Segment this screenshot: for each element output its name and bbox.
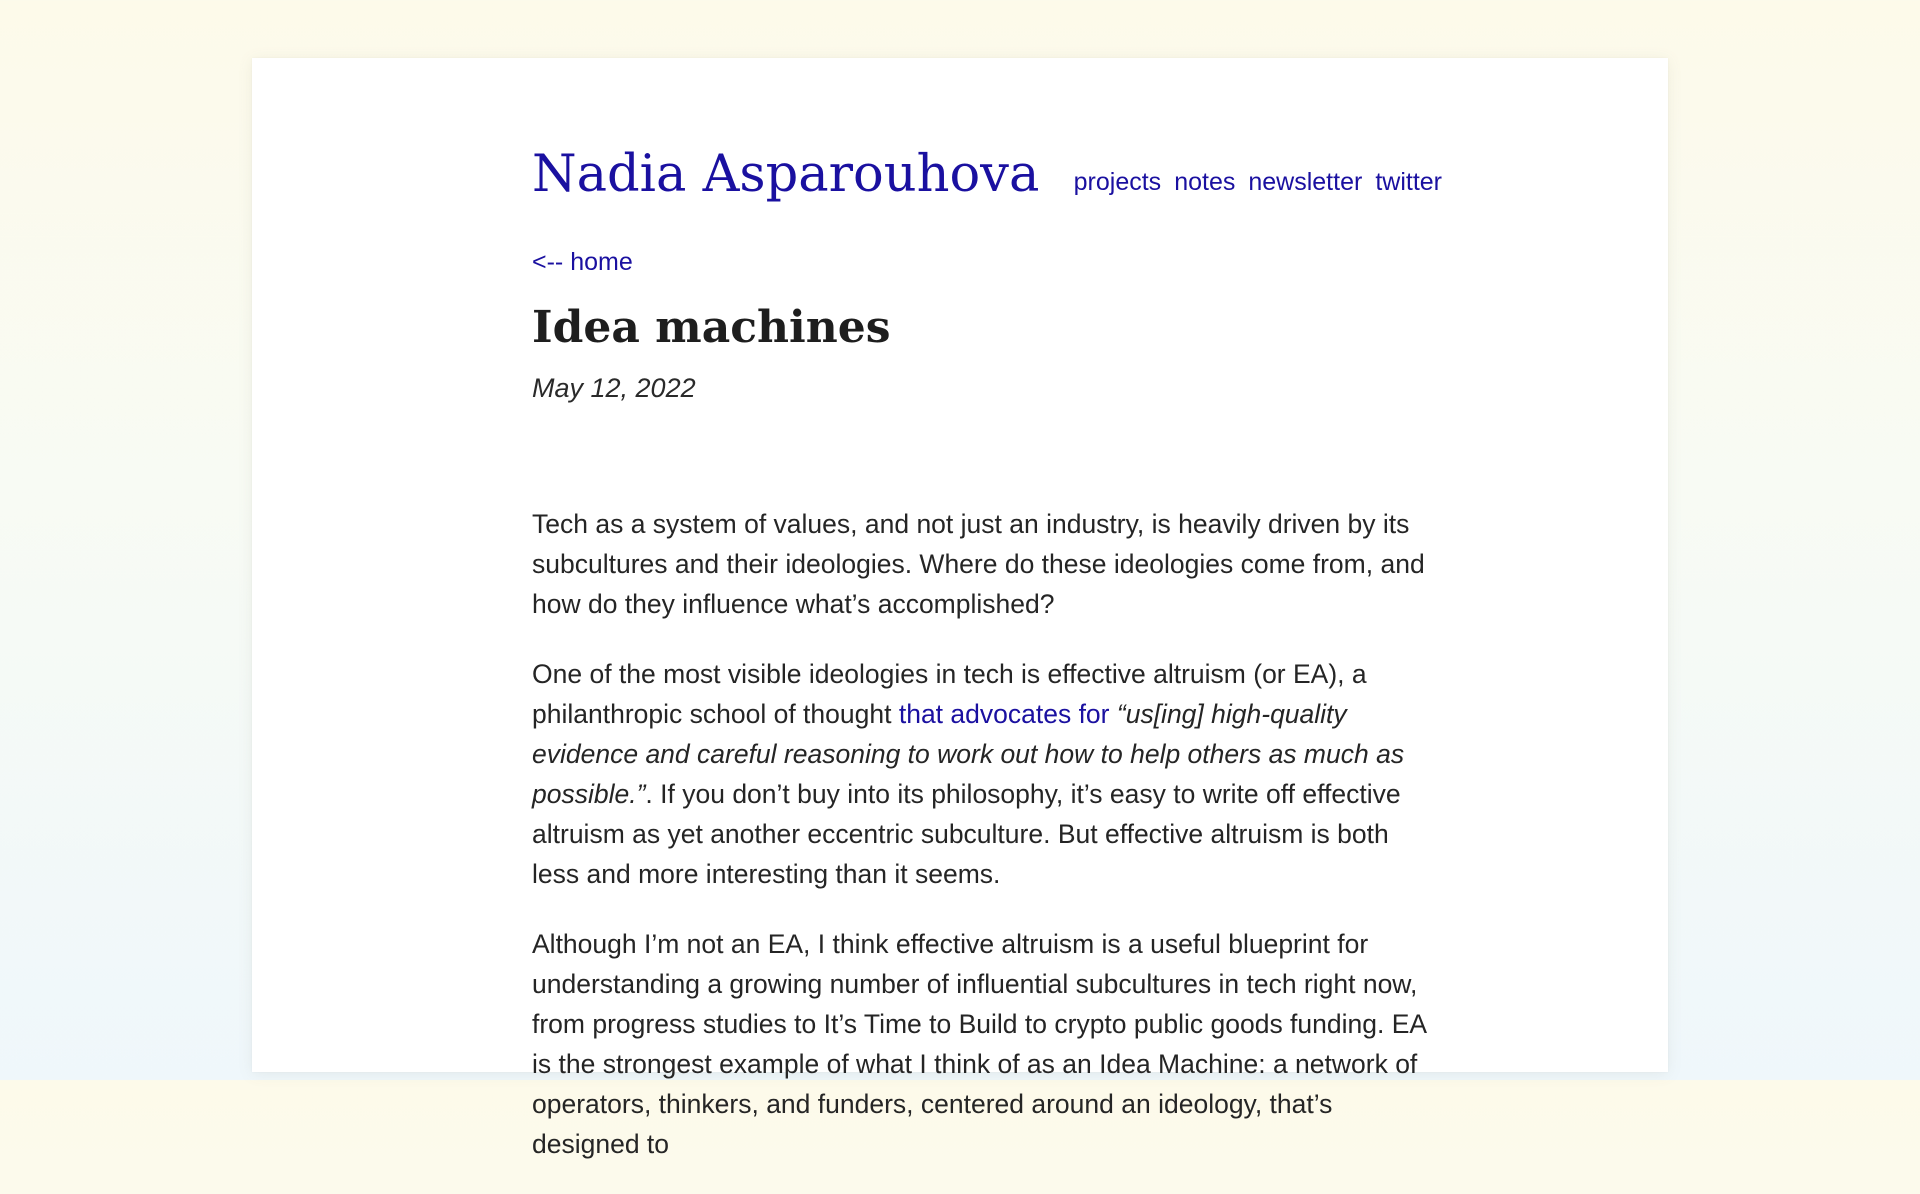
paragraph-2-rest: . If you don’t buy into its philosophy, it’s easy to write off effective altruism as yet another eccentric subculture. But effective altruism is both less and more interesting than it seems.	[532, 779, 1401, 889]
main-nav	[1074, 162, 1442, 202]
nav-newsletter-link[interactable]: newsletter	[1248, 168, 1363, 196]
paragraph-1: Tech as a system of values, and not just an industry, is heavily driven by its subcultures and their ideologies. Where do these ideologies come from, and how do they influence what’s accomplished?	[532, 509, 1425, 619]
page-card	[252, 58, 1668, 1159]
post-body	[532, 504, 1442, 1194]
paragraph-2	[532, 654, 1442, 894]
site-title-link[interactable]: Nadia Asparouhova	[532, 145, 1040, 204]
nav-twitter-link[interactable]: twitter	[1375, 168, 1442, 196]
post-title: Idea machines	[532, 302, 891, 353]
site-header	[532, 140, 1442, 230]
advocates-link[interactable]: that advocates for	[898, 699, 1110, 729]
paragraph-2-intro: One of the most visible ideologies in tech is effective altruism (or EA), a philanthropic school of thought	[532, 659, 1367, 729]
nav-projects-link[interactable]: projects	[1073, 168, 1162, 196]
nav-notes-link[interactable]: notes	[1174, 168, 1236, 196]
ea-quote: “us[ing] high-quality evidence and careful reasoning to work out how to help others as much as possible.”	[532, 699, 1405, 809]
post-date: May 12, 2022	[532, 373, 696, 403]
back-home-link[interactable]: <-- home	[532, 248, 633, 276]
paragraph-3: Although I’m not an EA, I think effective altruism is a useful blueprint for understanding a growing number of influential subcultures in tech right now, from progress studies to It’s Time to Build to crypto public goods funding. EA is the strongest example of what I think of as an Idea Machine: a network of operators, thinkers, and funders, centered around an ideology, that’s designed to	[532, 929, 1426, 1159]
